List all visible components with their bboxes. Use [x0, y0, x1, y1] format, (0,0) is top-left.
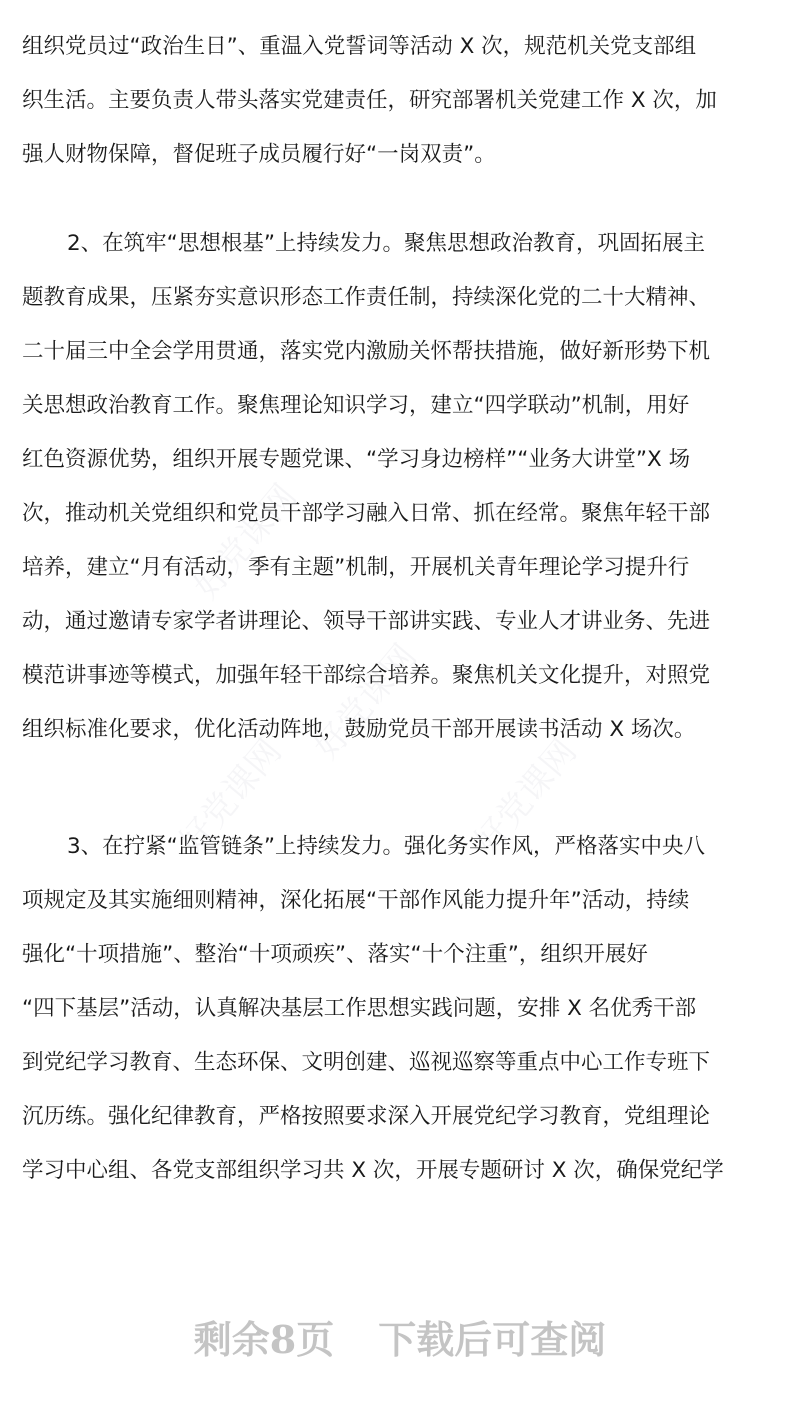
text-line: 动，通过邀请专家学者讲理论、领导干部讲实践、专业人才讲业务、先进: [22, 609, 711, 634]
paragraph-2: [22, 217, 782, 757]
text-line: 2、在筑牢“思想根基”上持续发力。聚焦思想政治教育，巩固拓展主: [67, 231, 705, 256]
text-line: 项规定及其实施细则精神，深化拓展“干部作风能力提升年”活动，持续: [22, 888, 690, 913]
text-line: 次，推动机关党组织和党员干部学习融入日常、抓在经常。聚焦年轻干部: [22, 501, 711, 526]
text-line: 强人财物保障，督促班子成员履行好“一岗双责”。: [22, 142, 496, 167]
text-line: 培养，建立“月有活动，季有主题”机制，开展机关青年理论学习提升行: [22, 555, 690, 580]
text-line: 强化“十项措施”、整治“十项顽疾”、落实“十个注重”，组织开展好: [22, 942, 648, 967]
text-line: 关思想政治教育工作。聚焦理论知识学习，建立“四学联动”机制，用好: [22, 393, 690, 418]
watermark: 好党课网: [186, 476, 305, 607]
download-banner[interactable]: [0, 1312, 800, 1368]
watermark: 好党课网: [171, 731, 290, 862]
text-line: 题教育成果，压紧夯实意识形态工作责任制，持续深化党的二十大精神、: [22, 285, 711, 310]
text-line: 二十届三中全会学用贯通，落实党内激励关怀帮扶措施，做好新形势下机: [22, 339, 711, 364]
text-line: 到党纪学习教育、生态环保、文明创建、巡视巡察等重点中心工作专班下: [22, 1050, 711, 1075]
text-line: 组织标准化要求，优化活动阵地，鼓励党员干部开展读书活动 X 场次。: [22, 717, 696, 742]
text-line: 红色资源优势，组织开展专题党课、“学习身边榜样”“业务大讲堂”X 场: [22, 447, 691, 472]
remaining-pages-label: 剩余8页: [193, 1317, 335, 1362]
text-line: 织生活。主要负责人带头落实党建责任，研究部署机关党建工作 X 次，加: [22, 88, 717, 113]
text-line: 模范讲事迹等模式，加强年轻干部综合培养。聚焦机关文化提升，对照党: [22, 663, 711, 688]
text-line: “四下基层”活动，认真解决基层工作思想实践问题，安排 X 名优秀干部: [22, 996, 697, 1021]
watermark: 好党课网: [466, 731, 585, 862]
paragraph-3: [22, 820, 782, 1198]
text-line: 组织党员过“政治生日”、重温入党誓词等活动 X 次，规范机关党支部组: [22, 34, 697, 59]
watermark: 好党课网: [306, 636, 425, 767]
text-line: 3、在拧紧“监管链条”上持续发力。强化务实作风，严格落实中央八: [67, 834, 705, 859]
text-line: 沉历练。强化纪律教育，严格按照要求深入开展党纪学习教育，党组理论: [22, 1104, 711, 1129]
download-prompt-link[interactable]: 下载后可查阅: [378, 1317, 607, 1362]
paragraph-1: [22, 20, 782, 182]
text-line: 学习中心组、各党支部组织学习共 X 次，开展专题研讨 X 次，确保党纪学: [22, 1158, 724, 1183]
